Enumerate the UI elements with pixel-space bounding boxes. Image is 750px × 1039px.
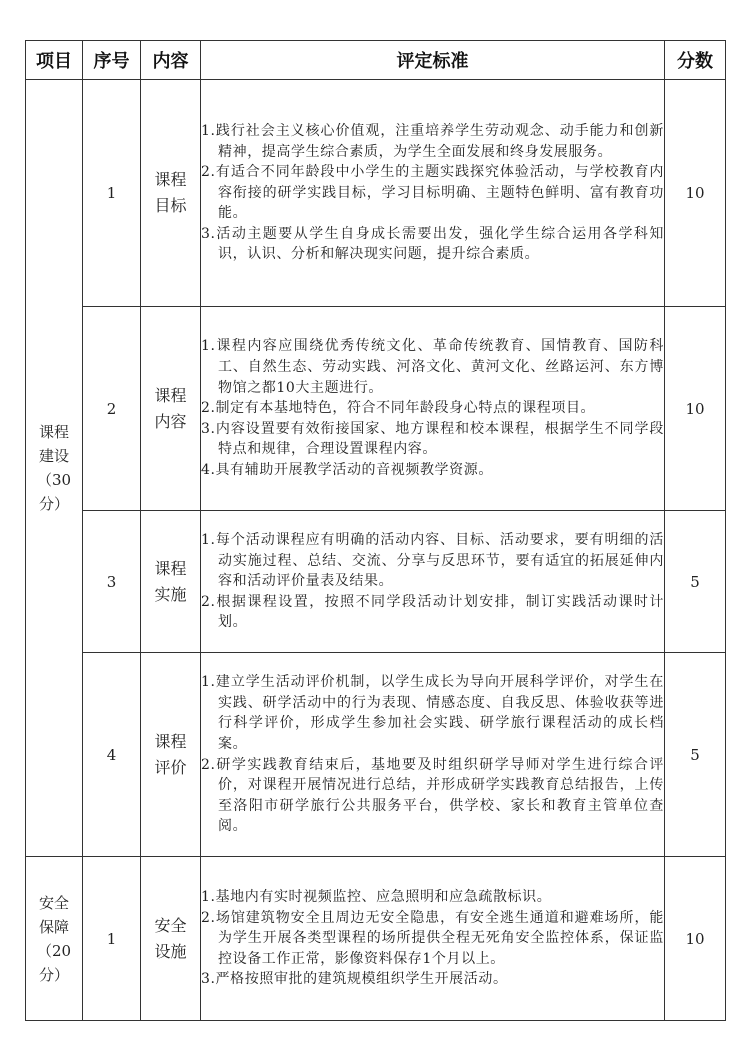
criteria-item: 2.制定有本基地特色，符合不同年龄段身心特点的课程项目。 [201,400,596,417]
content-label: 课程实施 [154,558,187,604]
header-criteria: 评定标准 [201,41,665,80]
group-name: 课程建设 [38,423,69,465]
criteria-item: 1.建立学生活动评价机制，以学生成长为导向开展科学评价，对学生在实践、研学活动中的行为表现、情感态度、自我反思、体验收获等进行科学评价，形成学生参加社会实践、研学旅行课程活动的成长档案。 [201,674,664,752]
group-cell-safety [26,857,83,1021]
content-cell [141,80,201,307]
content-label: 课程内容 [154,385,187,431]
criteria-list [201,121,664,265]
criteria-cell [201,653,665,857]
group-name: 安全保障 [38,893,69,936]
criteria-item: 4.具有辅助开展教学活动的音视频教学资源。 [201,461,493,478]
criteria-item: 2.场馆建筑物安全且周边无安全隐患，有安全逃生通道和避难场所，能为学生开展各类型课程的场所提供全程无死角安全监控体系，保证监控设备工作正常，影像资料保存1个月以上。 [201,909,664,967]
seq-cell: 1 [83,80,141,307]
evaluation-table-wrapper [25,40,725,1021]
criteria-item: 2.根据课程设置，按照不同学段活动计划安排，制订实践活动课时计划。 [201,593,664,631]
group-points: （20分） [36,941,72,984]
content-label: 课程评价 [154,731,187,777]
seq-cell: 4 [83,653,141,857]
criteria-item: 1.践行社会主义核心价值观，注重培养学生劳动观念、动手能力和创新精神，提高学生综合素质，为学生全面发展和终身发展服务。 [201,122,664,160]
criteria-cell [201,80,665,307]
criteria-item: 3.活动主题要从学生自身成长需要出发，强化学生综合运用各学科知识，认识、分析和解决现实问题，提升综合素质。 [201,225,664,263]
table-row [26,511,726,653]
criteria-item: 3.严格按照审批的建筑规模组织学生开展活动。 [201,971,508,988]
group-points: （30分） [36,471,72,513]
score-cell: 10 [665,857,726,1021]
seq-cell: 1 [83,857,141,1021]
criteria-item: 2.研学实践教育结束后，基地要及时组织研学导师对学生进行综合评价，对课程开展情况进行总结，并形成研学实践教育总结报告，上传至洛阳市研学旅行公共服务平台，供学校、家长和教育主管单位查阅。 [201,756,664,835]
criteria-cell [201,511,665,653]
criteria-item: 1.课程内容应围绕优秀传统文化、革命传统教育、国情教育、国防科工、自然生态、劳动实践、河洛文化、黄河文化、丝路运河、东方博物馆之都10大主题进行。 [201,338,664,396]
score-cell: 10 [665,80,726,307]
criteria-item: 1.基地内有实时视频监控、应急照明和应急疏散标识。 [201,889,552,906]
header-item: 项目 [26,41,83,80]
content-label: 安全设施 [154,915,187,961]
seq-cell: 2 [83,307,141,511]
score-cell: 10 [665,307,726,511]
criteria-cell [201,857,665,1021]
seq-cell: 3 [83,511,141,653]
criteria-list [201,336,664,480]
table-row [26,857,726,1021]
content-cell [141,653,201,857]
header-no: 序号 [83,41,141,80]
table-row [26,653,726,857]
evaluation-table [25,40,726,1021]
criteria-item: 2.有适合不同年龄段中小学生的主题实践探究体验活动，与学校教育内容衔接的研学实践目标，学习目标明确、主题特色鲜明、富有教育功能。 [201,164,664,222]
table-row [26,80,726,307]
group-cell-course [26,80,83,857]
criteria-list [201,887,664,990]
header-score: 分数 [665,41,726,80]
table-row [26,307,726,511]
criteria-item: 3.内容设置要有效衔接国家、地方课程和校本课程，根据学生不同学段特点和规律，合理设置课程内容。 [201,420,664,458]
content-cell [141,511,201,653]
header-row [26,41,726,80]
content-label: 课程目标 [154,170,187,215]
header-content: 内容 [141,41,201,80]
content-cell [141,307,201,511]
criteria-cell [201,307,665,511]
score-cell: 5 [665,653,726,857]
criteria-item: 1.每个活动课程应有明确的活动内容、目标、活动要求，要有明细的活动实施过程、总结、交流、分享与反思环节，要有适宜的拓展延伸内容和活动评价量表及结果。 [201,532,664,590]
content-cell [141,857,201,1021]
score-cell: 5 [665,511,726,653]
criteria-list [201,672,664,837]
criteria-list [201,530,664,633]
